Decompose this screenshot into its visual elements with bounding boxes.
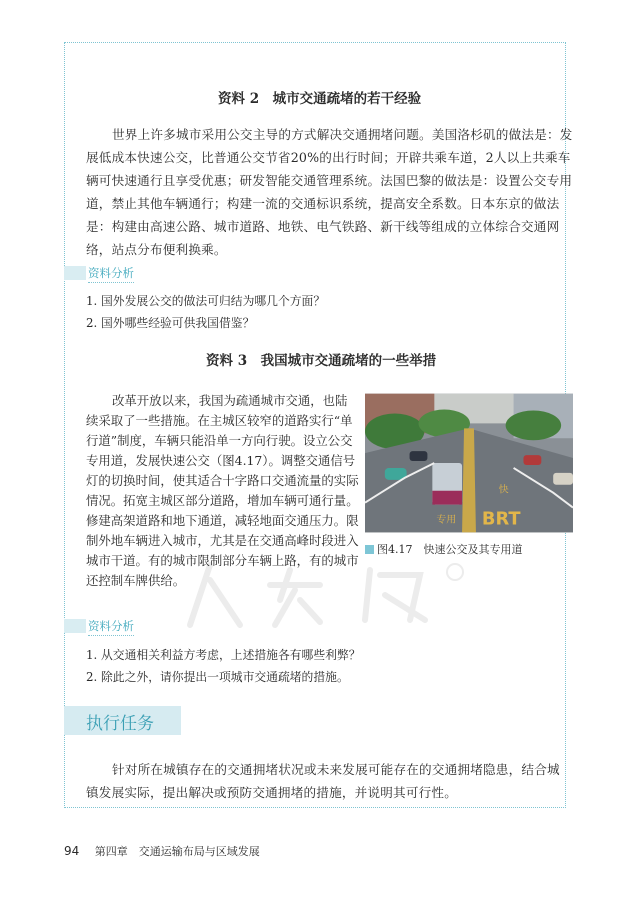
brt-photo [365, 393, 573, 533]
analysis2-question-2: 2. 除此之外，请你提出一项城市交通疏堵的措施。 [86, 670, 349, 684]
watermark-graphic [170, 560, 470, 630]
text-line: 专用道，发展快速公交（图4.17）。调整交通信号 [86, 453, 356, 468]
page-number: 94 [64, 844, 80, 858]
text-line: 改革开放以来，我国为疏通城市交通，也陆 [112, 393, 348, 408]
chapter-title: 第四章 交通运输布局与区域发展 [94, 845, 260, 858]
task-heading-box [64, 706, 181, 735]
text-line: 灯的切换时间，使其适合十字路口交通流量的实际 [86, 473, 359, 488]
text-line: 城市干道。有的城市限制部分车辆上路，有的城市 [86, 553, 359, 568]
text-line: 络，站点分布便利换乘。 [86, 242, 227, 257]
text-line: 修建高架道路和地下通道，减轻地面交通压力。限 [86, 513, 359, 528]
task-line-1: 针对所在城镇存在的交通拥堵状况或未来发展可能存在的交通拥堵隐患，结合城 [112, 762, 560, 777]
analysis2-question-1: 1. 从交通相关利益方考虑，上述措施各有哪些利弊？ [86, 648, 361, 662]
text-line: 还控制车牌供给。 [86, 573, 186, 588]
road-text-brt: BRT [481, 508, 521, 530]
material2-title: 资料 2 城市交通疏堵的若干经验 [218, 91, 422, 107]
text-line: 道，禁止其他车辆通行；构建一流的交通标识系统，提高安全系数。日本东京的做法 [86, 196, 560, 211]
road-text-bus: 专用 [436, 514, 457, 526]
text-line: 续采取了一些措施。在主城区较窄的道路实行“单 [86, 413, 353, 428]
text-line: 世界上许多城市采用公交主导的方式解决交通拥堵问题。美国洛杉矶的做法是：发 [112, 127, 573, 142]
material3-title: 资料 3 我国城市交通疏堵的一些举措 [206, 353, 437, 369]
text-line: 情况。拓宽主城区部分道路，增加车辆可通行量。 [86, 493, 359, 508]
caption-text: 图4.17 快速公交及其专用道 [377, 543, 523, 556]
analysis1-question-1: 1. 国外发展公交的做法可归结为哪几个方面？ [86, 294, 326, 308]
analysis1-question-2: 2. 国外哪些经验可供我国借鉴？ [86, 316, 255, 330]
analysis2-label: 资料分析 [88, 618, 134, 636]
page-footer [64, 843, 260, 859]
text-line: 制外地车辆进入城市，尤其是在交通高峰时段进入 [86, 533, 359, 548]
task-heading: 执行任务 [86, 714, 154, 734]
label-bar [64, 619, 86, 633]
label-bar [64, 266, 86, 280]
text-line: 展低成本快速公交，比普通公交节省20%的出行时间；开辟共乘车道，2人以上共乘车 [86, 150, 571, 165]
figure-caption [365, 541, 523, 557]
caption-marker-icon [365, 545, 374, 554]
analysis1-label: 资料分析 [88, 265, 134, 283]
task-line-2: 镇发展实际，提出解决或预防交通拥堵的措施，并说明其可行性。 [86, 785, 458, 800]
text-line: 行道”制度，车辆只能沿单一方向行驶。设立公交 [86, 433, 353, 448]
text-line: 是：构建由高速公路、城市道路、地铁、电气铁路、新干线等组成的立体综合交通网 [86, 219, 560, 234]
text-line: 辆可快速通行且享受优惠；研发智能交通管理系统。法国巴黎的做法是：设置公交专用 [86, 173, 573, 188]
road-text-lane: 快 [498, 484, 509, 496]
